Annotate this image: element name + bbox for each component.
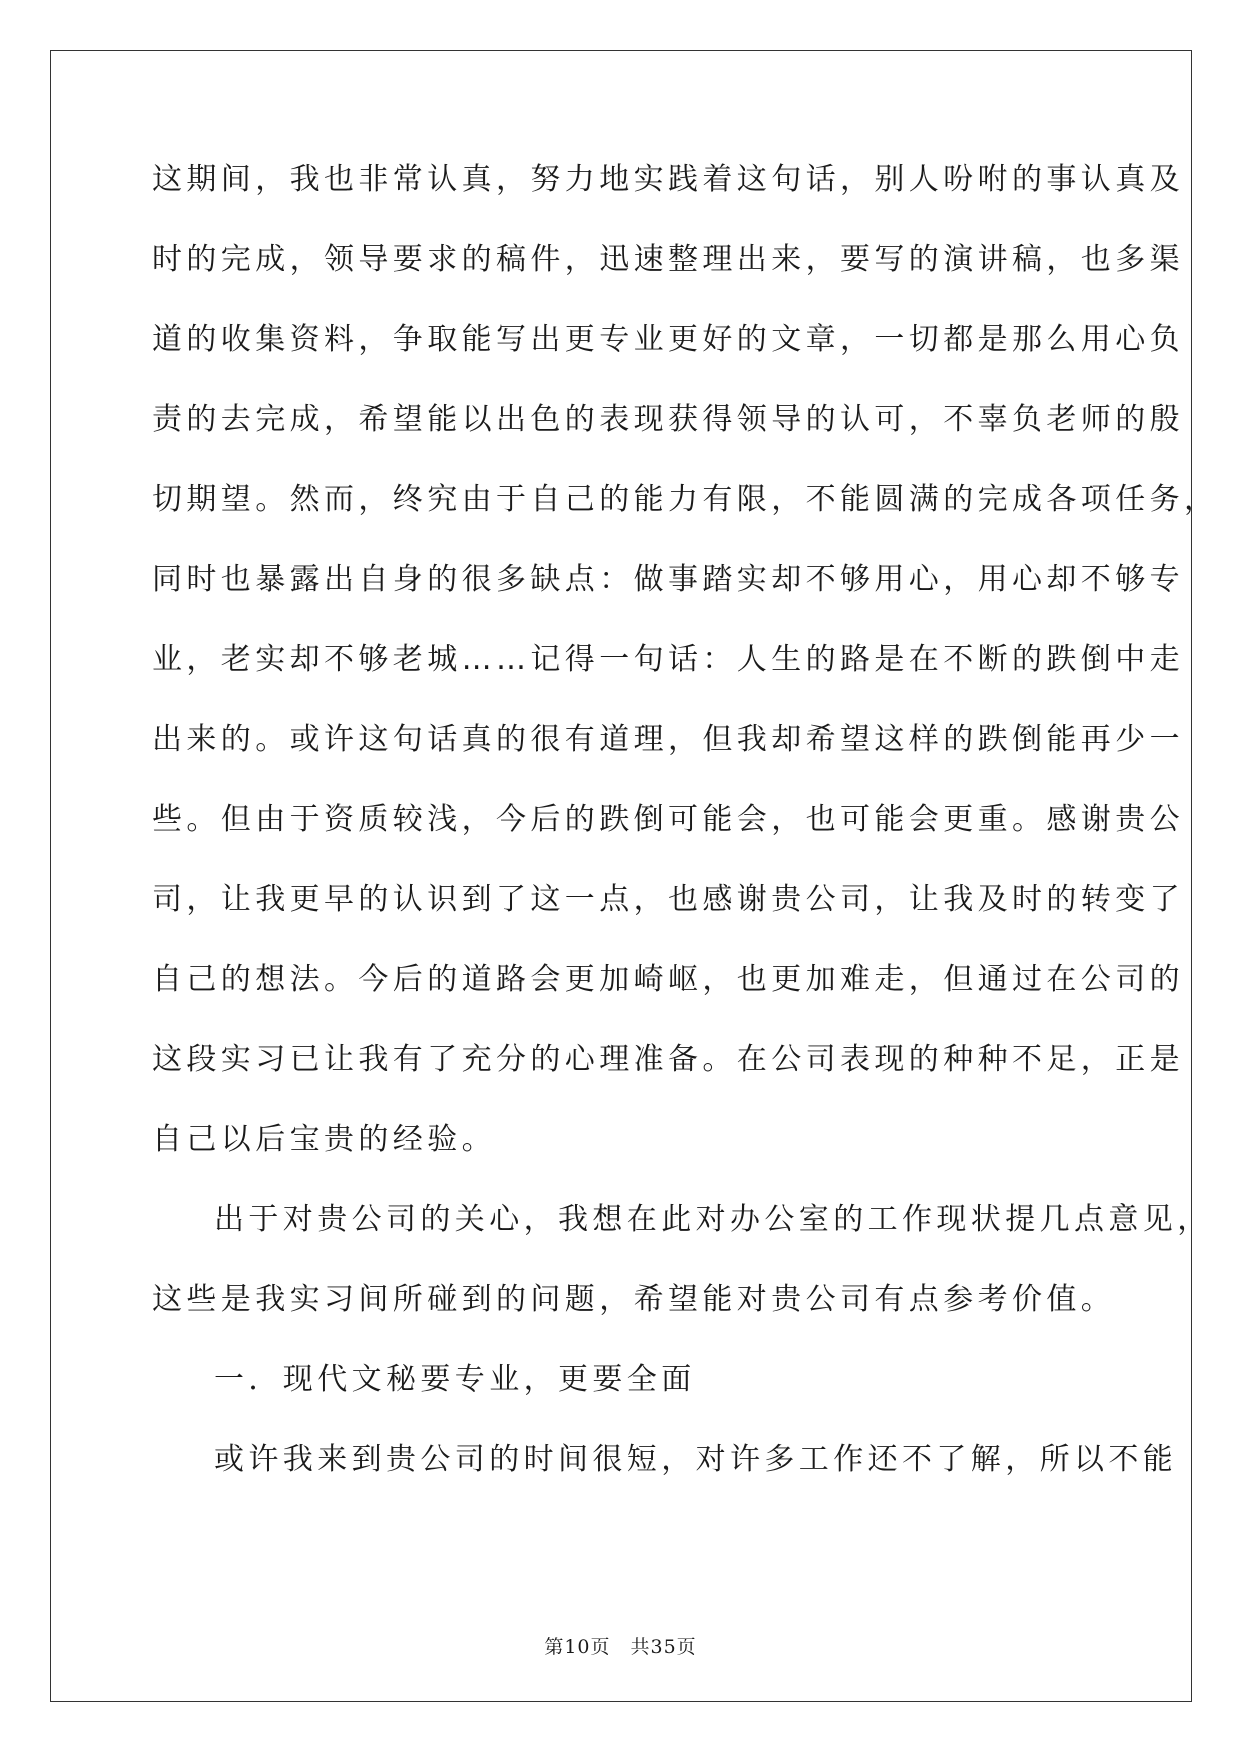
text-line: 这些是我实习间所碰到的问题，希望能对贵公司有点参考价值。 [152, 1282, 1116, 1317]
text-line: 业，老实却不够老城……记得一句话：人生的路是在不断的跌倒中走 [152, 642, 1184, 677]
text-line: 责的去完成，希望能以出色的表现获得领导的认可，不辜负老师的殷 [152, 402, 1184, 437]
section-heading: 一．现代文秘要专业，更要全面 [214, 1362, 696, 1397]
text-line: 司，让我更早的认识到了这一点，也感谢贵公司，让我及时的转变了 [152, 882, 1184, 917]
text-line: 这段实习已让我有了充分的心理准备。在公司表现的种种不足，正是 [152, 1042, 1184, 1077]
text-line: 道的收集资料，争取能写出更专业更好的文章，一切都是那么用心负 [152, 322, 1184, 357]
text-line: 同时也暴露出自身的很多缺点：做事踏实却不够用心，用心却不够专 [152, 562, 1184, 597]
text-line: 这期间，我也非常认真，努力地实践着这句话，别人吩咐的事认真及 [152, 162, 1184, 197]
text-line: 自己以后宝贵的经验。 [152, 1122, 496, 1157]
text-line: 时的完成，领导要求的稿件，迅速整理出来，要写的演讲稿，也多渠 [152, 242, 1184, 277]
paragraph-start-line: 或许我来到贵公司的时间很短，对许多工作还不了解，所以不能 [214, 1442, 1178, 1477]
text-line: 自己的想法。今后的道路会更加崎岖，也更加难走，但通过在公司的 [152, 962, 1184, 997]
page-number: 第10页 共35页 [544, 1636, 697, 1658]
paragraph-start-line: 出于对贵公司的关心，我想在此对办公室的工作现状提几点意见， [214, 1202, 1212, 1237]
text-line: 些。但由于资质较浅，今后的跌倒可能会，也可能会更重。感谢贵公 [152, 802, 1184, 837]
text-line: 出来的。或许这句话真的很有道理，但我却希望这样的跌倒能再少一 [152, 722, 1184, 757]
text-line: 切期望。然而，终究由于自己的能力有限，不能圆满的完成各项任务， [152, 482, 1219, 517]
document-body [152, 160, 1219, 1520]
